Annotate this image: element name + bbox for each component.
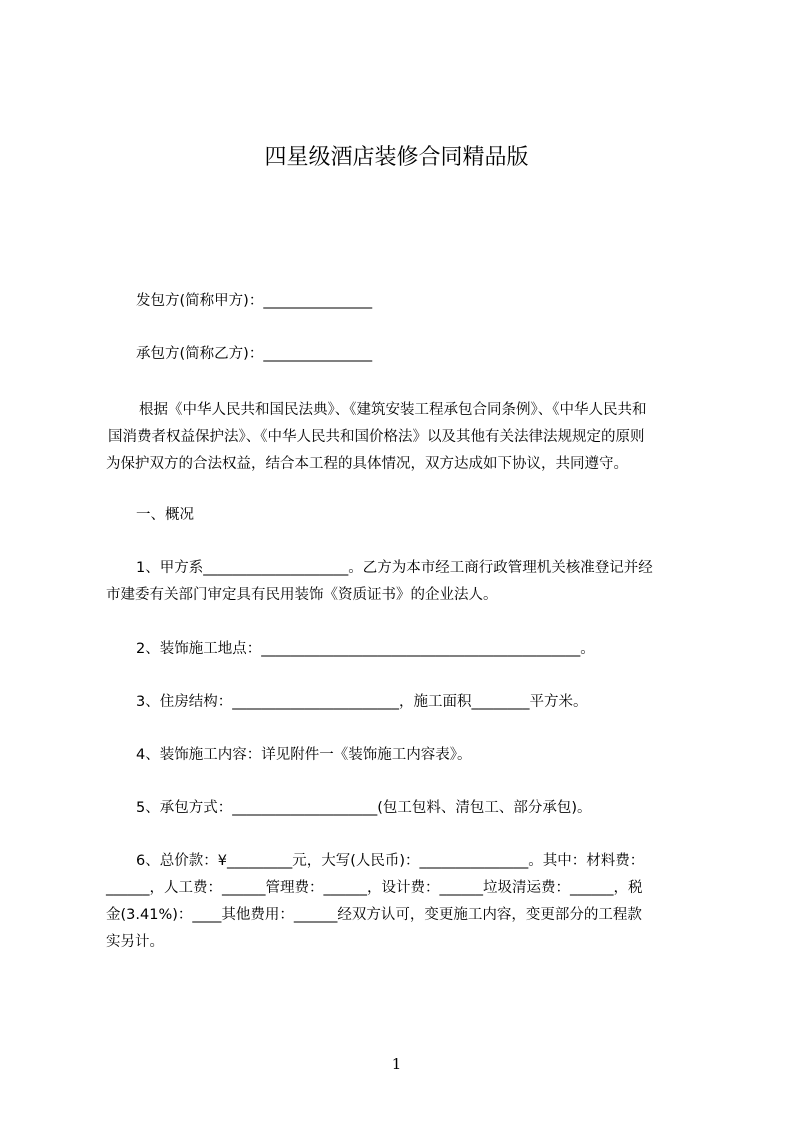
page-number: 1 [391, 1055, 402, 1073]
item6-line-3: 金(3.41%)：____其他费用：______经双方认可，变更施工内容，变更部分的工程款 [106, 907, 642, 923]
item3-line: 3、住房结构：_______________________，施工面积________平方米。 [136, 694, 588, 710]
item1-line-1: 1、甲方系____________________。乙方为本市经工商行政管理机关核准登记并经 [136, 560, 653, 576]
item4-line: 4、装饰施工内容：详见附件一《装饰施工内容表》。 [136, 747, 472, 763]
section1-heading: 一、概况 [136, 507, 194, 523]
item1-line-2: 市建委有关部门审定具有民用装饰《资质证书》的企业法人。 [106, 587, 498, 603]
party-a-line: 发包方(简称甲方)：_______________ [136, 293, 373, 309]
preamble-line-3: 为保护双方的合法权益，结合本工程的具体情况，双方达成如下协议，共同遵守。 [106, 456, 628, 472]
preamble-line-2: 国消费者权益保护法》、《中华人民共和国价格法》以及其他有关法律法规规定的原则 [108, 429, 645, 445]
party-b-line: 承包方(简称乙方)：_______________ [136, 346, 373, 362]
item2-line: 2、装饰施工地点：____________________________________________。 [136, 641, 595, 657]
item6-line-2: ______，人工费：______管理费：______，设计费：______垃圾清运费：______，税 [106, 880, 643, 896]
document-title: 四星级酒店装修合同精品版 [264, 145, 529, 170]
item6-line-4: 实另计。 [106, 934, 164, 950]
preamble-line-1: 根据《中华人民共和国民法典》、《建筑安装工程承包合同条例》、《中华人民共和 [139, 402, 647, 418]
item5-line: 5、承包方式：____________________(包工包料、清包工、部分承包)。 [136, 800, 592, 816]
item6-line-1: 6、总价款：¥_________元，大写(人民币)：_______________。其中：材料费： [136, 853, 645, 869]
